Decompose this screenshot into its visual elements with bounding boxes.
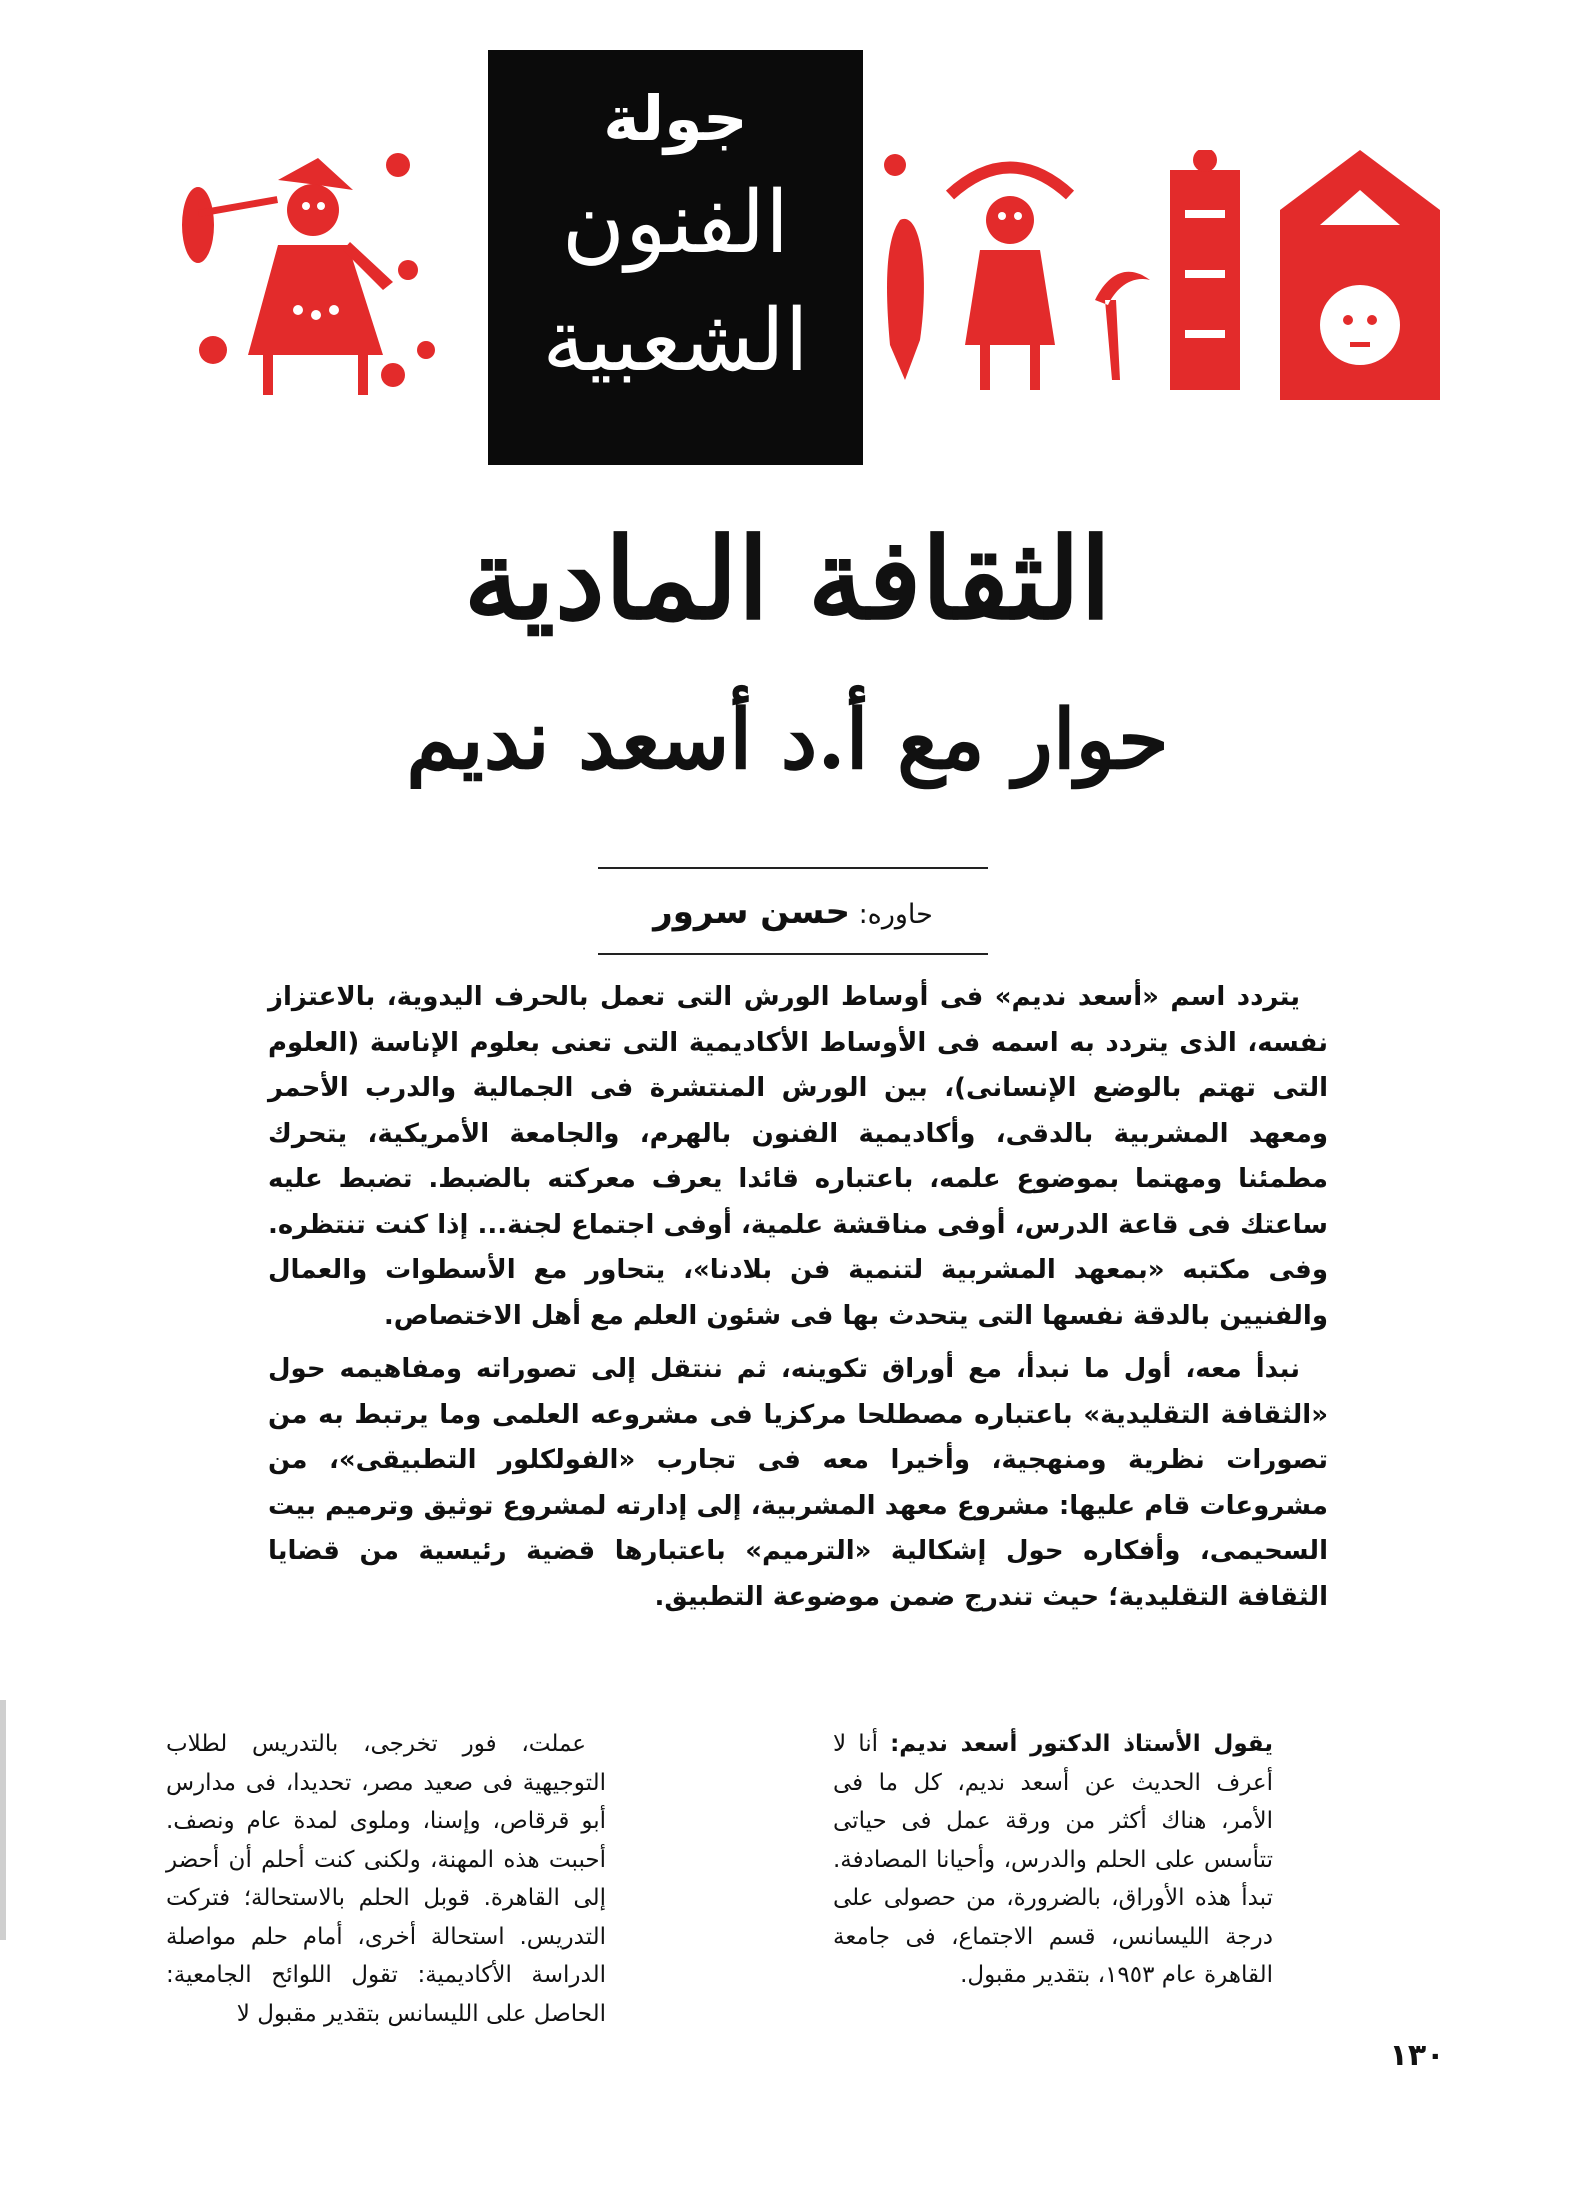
totem-shape — [1170, 170, 1240, 390]
figure-arch — [950, 168, 1070, 196]
dancer-head — [287, 184, 339, 236]
banner-line-tour: جولة — [603, 82, 748, 155]
byline — [598, 880, 988, 944]
intro-section — [268, 975, 1328, 1628]
body-column-left: عملت، فور تخرجى، بالتدريس لطلاب التوجيهية فى صعيد مصر، تحديدا، فى مدارس أبو قرقاص، وإسنا، وملوى لمدة عام ونصف. أحببت هذه المهنة، ولكنى كنت أحلم أن أحضر إلى القاهرة. قوبل الحلم بالاستحالة؛ فتركت التدريس. استحالة أخرى، أمام حلم مواصلة الدراسة الأكاديمية: تقول اللوائح الجامعية: الحاصل على الليسانس بتقدير مقبول لا — [166, 1731, 606, 2027]
banner-line-arts: الفنون — [561, 173, 790, 273]
folk-dancer-motif — [168, 150, 438, 400]
byline-rule-bottom — [598, 953, 988, 955]
page-number: ١٣٠ — [1389, 2038, 1445, 2073]
fish-shape — [887, 219, 924, 380]
folk-figures-motif — [880, 150, 1450, 400]
byline-name: حسن سرور — [653, 892, 850, 932]
palm-tree-shape — [1095, 272, 1150, 380]
section-banner — [488, 50, 863, 465]
scan-edge-shadow — [0, 1700, 6, 1940]
banner-line-folk: الشعبية — [542, 291, 809, 391]
column-right-text: أنا لا أعرف الحديث عن أسعد نديم، كل ما فى الأمر، هناك أكثر من ورقة عمل فى حياتى تتأسس على الحلم والدرس، وأحيانا المصادفة. تبدأ هذه الأوراق، بالضرورة، من حصولى على درجة الليسانس، قسم الاجتماع، فى جامعة القاهرة عام ١٩٥٣، بتقدير مقبول. — [833, 1731, 1273, 1988]
tambourine-shape — [182, 187, 214, 263]
intro-paragraph-1: يتردد اسم «أسعد نديم» فى أوساط الورش التى تعمل بالحرف اليدوية، بالاعتزاز نفسه، الذى يتردد به اسمه فى الأوساط الأكاديمية التى تعنى بعلوم الإناسة (العلوم التى تهتم بالوضع الإنسانى)، بين الورش المنتشرة فى الجمالية والدرب الأحمر ومعهد المشربية بالدقى، وأكاديمية الفنون بالهرم، والجامعة الأمريكية، يتحرك مطمئنا ومهتما بموضوع علمه، باعتباره قائدا يعرف معركته بالضبط. تضبط عليه ساعتك فى قاعة الدرس، أوفى مناقشة علمية، أوفى اجتماع لجنة... إذا كنت تنتظره. وفى مكتبه «بمعهد المشربية لتنمية فن بلادنا»، يتحاور مع الأسطوات والعمال والفنيين بالدقة نفسها التى يتحدث بها فى شئون العلم مع أهل الاختصاص. — [268, 982, 1328, 1331]
article-title: الثقافة المادية — [463, 514, 1112, 645]
byline-rule-top — [598, 867, 988, 869]
flower-shape — [199, 336, 227, 364]
byline-label: حاوره: — [858, 899, 933, 930]
body-column-right — [833, 1725, 1273, 1995]
column-lead-in: يقول الأستاذ الدكتور أسعد نديم: — [890, 1731, 1273, 1757]
article-subtitle: حوار مع أ.د أسعد نديم — [406, 692, 1169, 788]
intro-paragraph-2: نبدأ معه، أول ما نبدأ، مع أوراق تكوينه، ثم ننتقل إلى تصوراته ومفاهيمه حول «الثقافة التقليدية» باعتباره مصطلحا مركزيا فى مشروعه العلمى وما يرتبط به من تصورات نظرية ومنهجية، وأخيرا معه فى تجارب «الفولكلور التطبيقى»، من مشروعات قام عليها: مشروع معهد المشربية، إلى إدارته لمشروع توثيق وترميم بيت السحيمى، وأفكاره حول إشكالية «الترميم» باعتبارها قضية رئيسية من قضايا الثقافة التقليدية؛ حيث تندرج ضمن موضوعة التطبيق. — [268, 1354, 1328, 1612]
